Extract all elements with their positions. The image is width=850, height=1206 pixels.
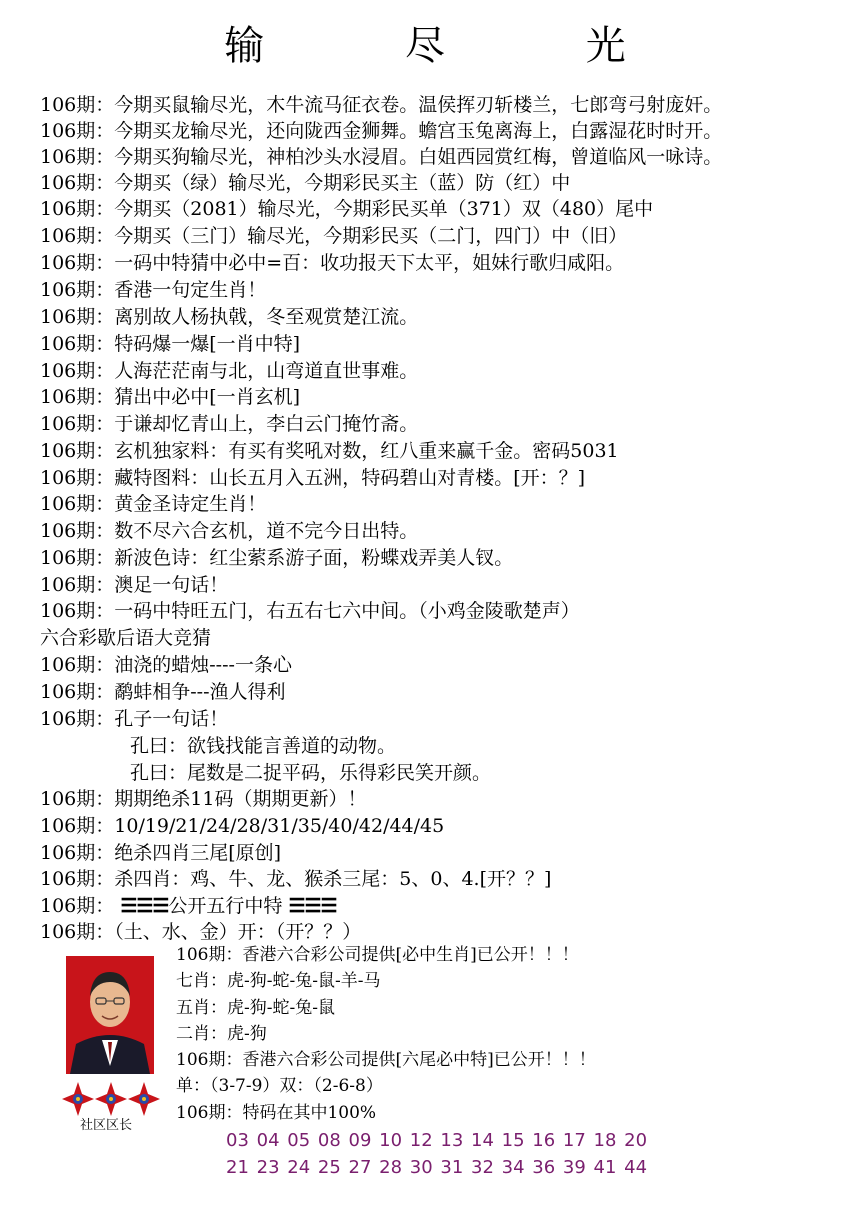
sub-line: 106期：特码在其中100%	[176, 1103, 377, 1123]
text-line: 106期：香港一句定生肖！	[40, 279, 267, 301]
sub-line: 七肖：虎-狗-蛇-兔-鼠-羊-马	[176, 971, 381, 991]
wuxing-text: 公开五行中特	[168, 895, 283, 917]
text-line: 106期：期期绝杀11码（期期更新）！	[40, 788, 367, 810]
text-line: 106期：人海茫茫南与北，山弯道直世事难。	[40, 360, 419, 382]
portrait-icon	[66, 956, 154, 1074]
number-row: 03 04 05 08 09 10 12 13 14 15 16 17 18 20	[226, 1130, 648, 1151]
text-line: 106期：绝杀四肖三尾[原创]	[40, 842, 282, 864]
text-line: 106期：今期买（绿）输尽光，今期彩民买主（蓝）防（红）中	[40, 172, 571, 194]
text-line: 106期：玄机独家料：有买有奖吼对数，红八重来赢千金。密码5031	[40, 440, 619, 462]
text-line: 106期：鹬蚌相争---渔人得利	[40, 681, 286, 703]
text-line: 106期：特码爆一爆[一肖中特]	[40, 333, 301, 355]
text-line: 106期：今期买（三门）输尽光，今期彩民买（二门，四门）中（旧）	[40, 225, 628, 247]
text-line: 106期：今期买（2081）输尽光，今期彩民买单（371）双（480）尾中	[40, 198, 654, 220]
text-line: 106期：孔子一句话！	[40, 708, 229, 730]
text-line: 106期：油浇的蜡烛----一条心	[40, 654, 292, 676]
text-line: 106期：澳足一句话！	[40, 574, 229, 596]
text-line: 106期：杀四肖：鸡、牛、龙、猴杀三尾：5、0、4.[开？？]	[40, 868, 552, 890]
trigram-icon: ☰☰☰	[288, 895, 337, 917]
avatar	[66, 956, 154, 1074]
confucius-line: 孔曰：欲钱找能言善道的动物。	[130, 735, 397, 757]
sub-line: 单：（3-7-9）双：（2-6-8）	[176, 1076, 383, 1096]
wuxing-prefix: 106期：	[40, 895, 115, 917]
text-line: 106期：离别故人杨执戟，冬至观赏楚江流。	[40, 306, 419, 328]
number-row: 21 23 24 25 27 28 30 31 32 34 36 39 41 44	[226, 1157, 648, 1178]
sub-line: 106期：香港六合彩公司提供[六尾必中特]已公开！！！	[176, 1050, 596, 1070]
text-line: 106期：今期买鼠输尽光，木牛流马征衣卷。温侯挥刃斩楼兰，七郎弯弓射庞奸。	[40, 94, 723, 116]
medal-group	[62, 1080, 160, 1118]
text-line: 106期：猜出中必中[一肖玄机]	[40, 386, 301, 408]
photo-caption: 社区区长	[80, 1118, 133, 1133]
sub-line: 二肖：虎-狗	[176, 1024, 267, 1044]
text-line: 106期：数不尽六合玄机，道不完今日出特。	[40, 520, 419, 542]
wuxing-line	[40, 893, 337, 919]
text-line: 106期：今期买狗输尽光，神柏沙头水浸眉。白姐西园赏红梅，曾道临风一咏诗。	[40, 146, 723, 168]
sub-line: 106期：香港六合彩公司提供[必中生肖]已公开！！！	[176, 945, 579, 965]
medal-icon	[62, 1080, 160, 1118]
text-line: 106期：藏特图料：山长五月入五洲，特码碧山对青楼。[开：？]	[40, 467, 586, 489]
text-line: 106期：一码中特旺五门，右五右七六中间。（小鸡金陵歌楚声）	[40, 600, 580, 622]
text-line: 106期：新波色诗：红尘萦系游子面，粉蝶戏弄美人钗。	[40, 547, 514, 569]
trigram-icon: ☰☰☰	[120, 895, 169, 917]
sub-line: 五肖：虎-狗-蛇-兔-鼠	[176, 998, 335, 1018]
text-line: 106期：于谦却忆青山上，李白云门掩竹斋。	[40, 413, 419, 435]
text-line: 106期：10/19/21/24/28/31/35/40/42/44/45	[40, 815, 445, 837]
text-line: 106期：黄金圣诗定生肖！	[40, 493, 267, 515]
page-title: 输 尽 光	[224, 23, 690, 69]
text-line: 106期：一码中特猜中必中=百：收功报天下太平，姐妹行歌归咸阳。	[40, 252, 625, 274]
text-line: 106期：今期买龙输尽光，还向陇西金狮舞。蟾宫玉兔离海上，白露湿花时时开。	[40, 120, 723, 142]
section-heading: 六合彩歇后语大竞猜	[40, 627, 212, 649]
confucius-line: 孔曰：尾数是二捉平码，乐得彩民笑开颜。	[130, 762, 492, 784]
text-line: 106期：（土、水、金）开：（开？？）	[40, 921, 362, 943]
